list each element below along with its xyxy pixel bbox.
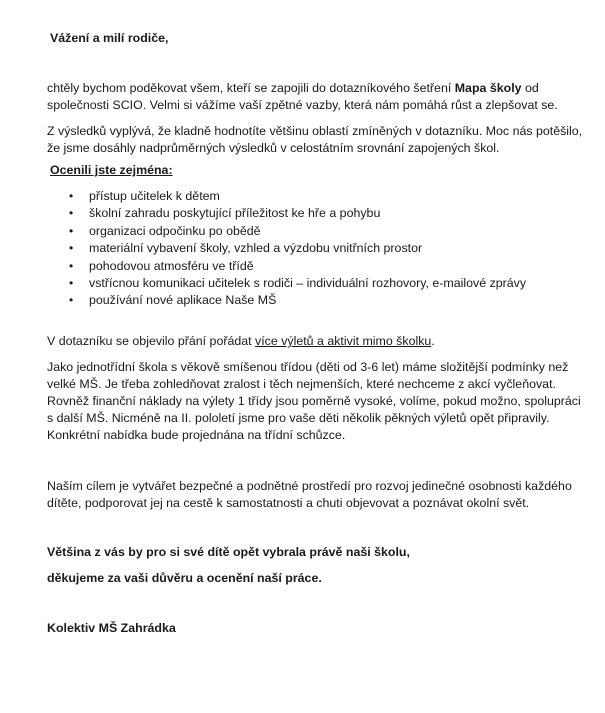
closing-line-2: děkujeme za vaši důvěru a ocenění naší práce. xyxy=(47,571,322,585)
bullet-icon: • xyxy=(69,241,74,256)
signature: Kolektiv MŠ Zahrádka xyxy=(47,621,176,635)
conditions-paragraph: Jako jednotřídní škola s věkově smíšenou třídou (děti od 3-6 let) máme složitější podmínky než velké MŠ. Je třeba zohledňovat zralost i těch nejmenších, které nechceme z akcí vyčleňovat. Rovněž finanční náklady na výlety 1 třídy jsou poměrně vysoké, volíme, pokud možno, spolupráci s další MŠ. Nicméně na II. pololetí jsme pro vaše děti několik pěkných výletů opět připravily. Konkrétní nabídka bude projednána na třídní schůzce. xyxy=(47,360,581,442)
list-item-text: organizaci odpočinku po obědě xyxy=(89,223,261,238)
list-item-text: vstřícnou komunikaci učitelek s rodiči – individuální rozhovory, e-mailové zprávy xyxy=(89,275,527,290)
wish-text-start: V dotazníku se objevilo přání pořádat xyxy=(47,334,256,348)
intro-text-end: od společnosti SCIO. Velmi si vážíme vaší zpětné vazby, která nám pomáhá růst a zlepšovat se. xyxy=(47,81,558,112)
bullet-icon: • xyxy=(69,258,74,273)
list-item-text: školní zahradu poskytující příležitost ke hře a pohybu xyxy=(89,206,381,221)
results-paragraph: Z výsledků vyplývá, že kladně hodnotíte většinu oblastí zmíněných v dotazníku. Moc nás potěšilo, že jsme dosáhly nadprůměrných výsledků v celostátním srovnání zapojených škol. xyxy=(47,124,583,155)
wish-highlight: více výletů a aktivit mimo školku xyxy=(255,334,432,348)
list-item xyxy=(47,223,587,240)
survey-name: Mapa školy xyxy=(454,81,522,95)
goal-paragraph: Naším cílem je vytvářet bezpečné a podnětné prostředí pro rozvoj jedinečné osobnosti každého dítěte, podporovat jej na cestě k samostatnosti a chuti objevovat a poznávat okolní svět. xyxy=(47,479,572,510)
list-item xyxy=(47,292,587,309)
list-item-text: přístup učitelek k dětem xyxy=(89,189,220,203)
closing-line-1: Většina z vás by pro si své dítě opět vybrala právě naši školu, xyxy=(47,545,410,559)
list-item-text: pohodovou atmosféru ve třídě xyxy=(89,258,254,273)
appreciated-list xyxy=(47,188,587,310)
list-item xyxy=(47,205,587,222)
list-item xyxy=(47,275,587,292)
intro-paragraph xyxy=(47,80,587,114)
wish-paragraph xyxy=(47,333,587,350)
bullet-icon: • xyxy=(69,206,74,221)
list-item xyxy=(47,188,587,205)
intro-text-start: chtěly bychom poděkovat všem, kteří se zapojili do dotazníkového šetření xyxy=(47,81,455,95)
list-item-text: materiální vybavení školy, vzhled a výzdobu vnitřních prostor xyxy=(89,241,423,256)
bullet-icon: • xyxy=(69,293,74,308)
appreciated-heading: Ocenili jste zejména: xyxy=(50,163,173,177)
list-item-text: používání nové aplikace Naše MŠ xyxy=(89,293,277,308)
bullet-icon: • xyxy=(69,189,74,203)
bullet-icon: • xyxy=(69,275,74,290)
bullet-icon: • xyxy=(69,223,74,238)
wish-text-end: . xyxy=(431,334,435,348)
list-item xyxy=(47,258,587,275)
greeting: Vážení a milí rodiče, xyxy=(50,31,169,45)
list-item xyxy=(47,240,587,257)
